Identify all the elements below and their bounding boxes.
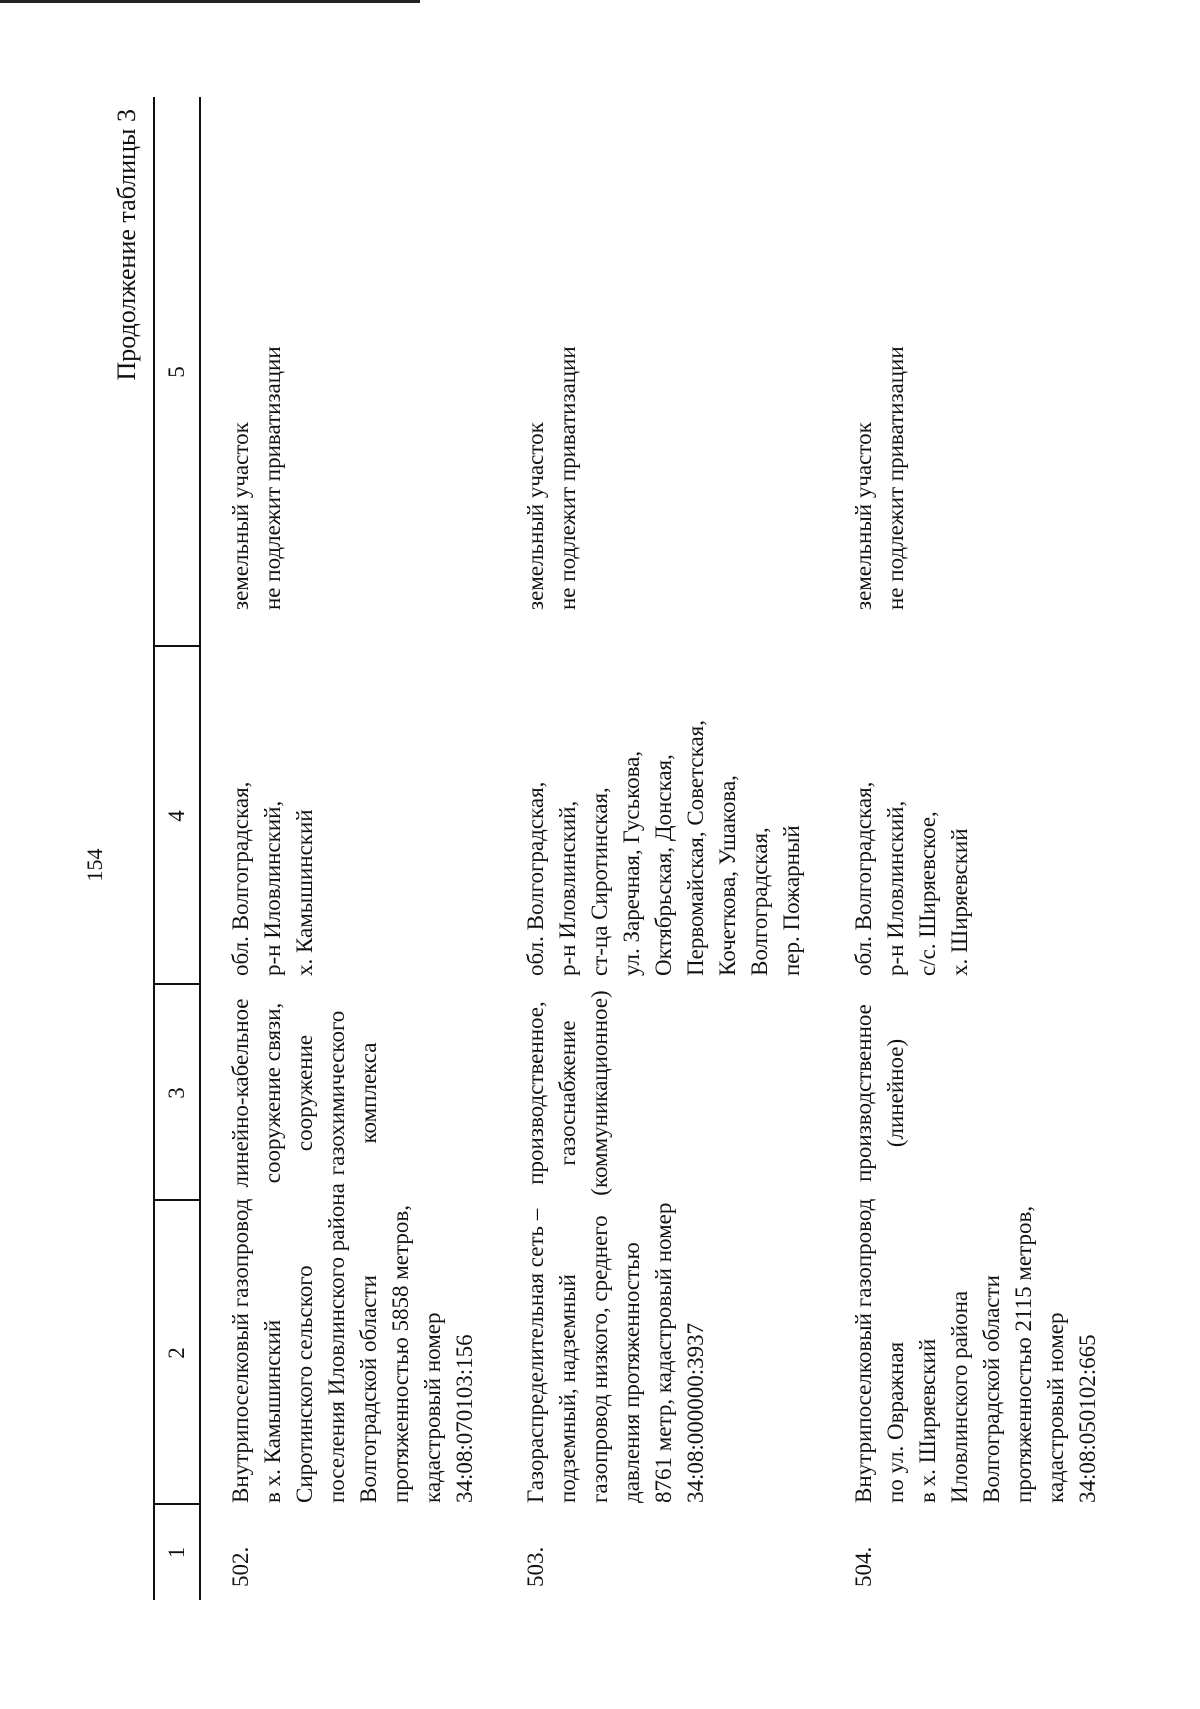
object-name-line: в х. Ширяевский xyxy=(915,1338,940,1503)
object-name-line: 34:08:050102:665 xyxy=(1075,1334,1100,1503)
page-number: 154 xyxy=(82,848,107,882)
object-name-line: давления протяженностью xyxy=(619,1242,644,1503)
object-address-line: х. Ширяевский xyxy=(947,828,972,976)
object-address-line: р-н Иловлинский, xyxy=(260,800,285,976)
column-header-1: 1 xyxy=(164,1546,189,1559)
column-header-3: 3 xyxy=(164,1087,189,1099)
object-address xyxy=(520,720,808,976)
object-name-line: 8761 метр, кадастровый номер xyxy=(651,1202,676,1503)
object-note-line: земельный участок xyxy=(523,422,548,610)
column-header-5: 5 xyxy=(164,366,189,378)
object-purpose-line: производственное, xyxy=(523,1001,548,1185)
object-name-line: в х. Камышинский xyxy=(260,1319,285,1503)
object-purpose xyxy=(225,985,385,1201)
object-address-line: ул. Заречная, Гуськова, xyxy=(619,750,644,976)
object-note xyxy=(225,346,289,610)
row-number: 502. xyxy=(228,1546,253,1587)
row-number: 503. xyxy=(523,1546,548,1587)
object-address-line: обл. Волгоградская, xyxy=(228,781,253,976)
column-header-2: 2 xyxy=(164,1347,189,1359)
object-address-line: х. Камышинский xyxy=(292,809,317,976)
header-bottom-rule xyxy=(199,97,201,1600)
object-purpose-line: газоснабжение xyxy=(555,1020,580,1166)
object-name-line: подземный, надземный xyxy=(555,1274,580,1503)
object-purpose-line: производственное xyxy=(851,1004,876,1182)
object-note-line: земельный участок xyxy=(228,422,253,610)
table-top-rule xyxy=(153,97,155,1600)
object-name xyxy=(848,1199,1104,1503)
object-name xyxy=(520,1203,712,1503)
object-name-line: Иловлинского района xyxy=(947,1290,972,1503)
object-name-line: Газораспределительная сеть – xyxy=(523,1208,548,1503)
object-note-line: земельный участок xyxy=(851,422,876,610)
object-address-line: с/с. Ширяевское, xyxy=(915,811,940,976)
object-address-line: р-н Иловлинский, xyxy=(555,800,580,976)
object-note xyxy=(848,346,912,610)
object-address xyxy=(848,782,976,976)
object-name-line: кадастровый номер xyxy=(420,1312,445,1503)
object-note-line: не подлежит приватизации xyxy=(883,346,908,610)
object-address-line: Первомайская, Советская, xyxy=(683,720,708,976)
object-name xyxy=(225,1183,481,1503)
object-note-line: не подлежит приватизации xyxy=(260,346,285,610)
object-address-line: р-н Иловлинский, xyxy=(883,800,908,976)
object-purpose-line: линейно-кабельное xyxy=(228,998,253,1188)
object-address-line: обл. Волгоградская, xyxy=(851,781,876,976)
column-header-4: 4 xyxy=(164,810,189,822)
object-name-line: Волгоградской области xyxy=(356,1275,381,1503)
object-address-line: Октябрьская, Донская, xyxy=(651,754,676,976)
object-note-line: не подлежит приватизации xyxy=(555,346,580,610)
object-name-line: Сиротинского сельского xyxy=(292,1265,317,1503)
object-address-line: Волгоградская, xyxy=(747,827,772,976)
object-address xyxy=(225,782,321,976)
object-purpose-line: (коммуникационное) xyxy=(587,990,612,1196)
object-purpose-line: сооружение xyxy=(292,1034,317,1152)
object-name-line: протяженностью 2115 метров, xyxy=(1011,1205,1036,1503)
object-note xyxy=(520,346,584,610)
object-address-line: пер. Пожарный xyxy=(779,825,804,976)
object-name-line: 34:08:000000:3937 xyxy=(683,1322,708,1503)
table-caption: Продолжение таблицы 3 xyxy=(112,109,141,381)
object-address-line: Кочеткова, Ушакова, xyxy=(715,775,740,976)
object-purpose-line: газохимического xyxy=(324,1010,349,1176)
row-number: 504. xyxy=(851,1546,876,1587)
object-name-line: Волгоградской области xyxy=(979,1275,1004,1503)
object-address-line: обл. Волгоградская, xyxy=(523,781,548,976)
object-name-line: Внутрипоселковый газопровод xyxy=(228,1198,253,1503)
object-name-line: газопровод низкого, среднего xyxy=(587,1215,612,1503)
object-purpose-line: комплекса xyxy=(356,1042,381,1144)
object-name-line: по ул. Овражная xyxy=(883,1341,908,1503)
object-name-line: 34:08:070103:156 xyxy=(452,1334,477,1503)
object-name-line: поселения Иловлинского района xyxy=(324,1183,349,1503)
object-purpose xyxy=(520,985,616,1201)
object-address-line: ст-ца Сиротинская, xyxy=(587,787,612,976)
object-purpose-line: (линейное) xyxy=(883,1038,908,1148)
object-purpose-line: сооружение связи, xyxy=(260,1002,285,1184)
object-purpose xyxy=(848,985,912,1201)
object-name-line: кадастровый номер xyxy=(1043,1312,1068,1503)
object-name-line: Внутрипоселковый газопровод xyxy=(851,1198,876,1503)
object-name-line: протяженностью 5858 метров, xyxy=(388,1205,413,1503)
